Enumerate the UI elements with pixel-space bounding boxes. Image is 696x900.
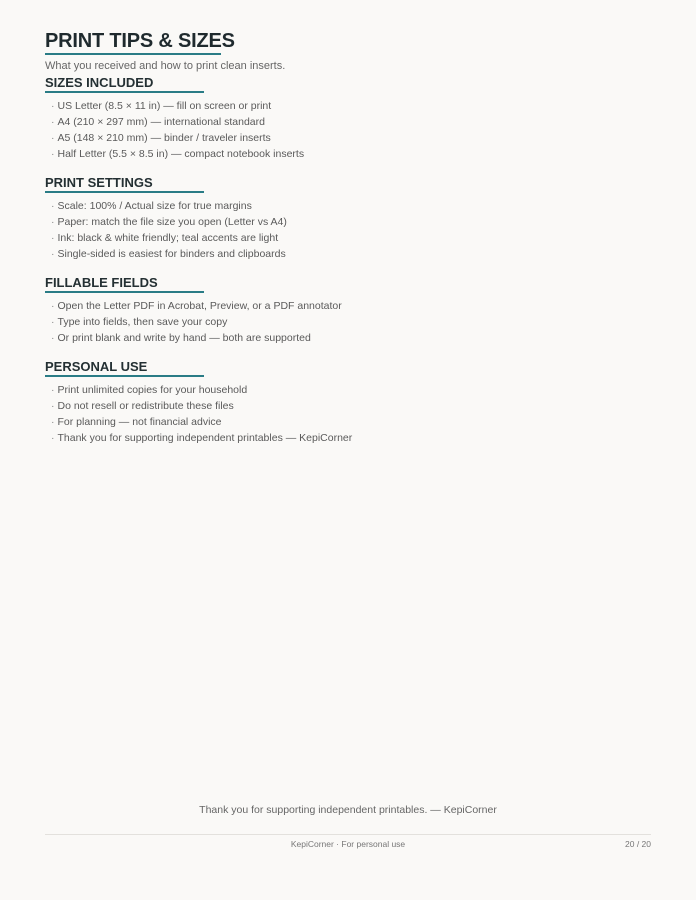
list-item-text: Ink: black & white friendly; teal accents are light xyxy=(57,232,279,244)
section-fillable-fields xyxy=(45,275,651,346)
section-sizes-included xyxy=(45,75,651,162)
list-item xyxy=(51,214,651,230)
footer-text: KepiCorner · For personal use xyxy=(290,839,406,849)
section-list xyxy=(45,298,651,346)
list-item xyxy=(51,130,651,146)
bullet-icon: · xyxy=(51,300,55,312)
title-underline xyxy=(45,53,221,55)
list-item xyxy=(51,330,651,346)
bullet-icon: · xyxy=(51,384,55,396)
bullet-icon: · xyxy=(51,148,55,160)
section-heading: PRINT SETTINGS xyxy=(45,175,153,190)
page-number: 20 / 20 xyxy=(625,839,651,849)
list-item-text: Scale: 100% / Actual size for true margins xyxy=(57,200,252,212)
bullet-icon: · xyxy=(51,316,55,328)
list-item-text: Or print blank and write by hand — both are supported xyxy=(57,332,311,344)
list-item-text: Type into fields, then save your copy xyxy=(57,316,228,328)
list-item xyxy=(51,414,651,430)
list-item xyxy=(51,230,651,246)
footer-divider xyxy=(45,834,651,835)
section-heading: SIZES INCLUDED xyxy=(45,75,154,90)
bullet-icon: · xyxy=(51,416,55,428)
list-item xyxy=(51,246,651,262)
list-item xyxy=(51,198,651,214)
section-heading: FILLABLE FIELDS xyxy=(45,275,158,290)
list-item-text: Thank you for supporting independent printables — KepiCorner xyxy=(57,432,353,444)
bullet-icon: · xyxy=(51,116,55,128)
list-item-text: Paper: match the file size you open (Letter vs A4) xyxy=(57,216,287,228)
list-item-text: Single-sided is easiest for binders and clipboards xyxy=(57,248,286,260)
thank-you-note: Thank you for supporting independent printables. — KepiCorner xyxy=(199,804,497,816)
bullet-icon: · xyxy=(51,432,55,444)
bullet-icon: · xyxy=(51,400,55,412)
section-print-settings xyxy=(45,175,651,262)
section-heading: PERSONAL USE xyxy=(45,359,148,374)
sections-container xyxy=(45,75,651,446)
list-item-text: Do not resell or redistribute these files xyxy=(57,400,234,412)
list-item xyxy=(51,398,651,414)
bullet-icon: · xyxy=(51,200,55,212)
section-list xyxy=(45,382,651,446)
list-item-text: US Letter (8.5 × 11 in) — fill on screen or print xyxy=(57,100,272,112)
section-underline xyxy=(45,291,204,293)
list-item-text: For planning — not financial advice xyxy=(57,416,222,428)
list-item-text: A5 (148 × 210 mm) — binder / traveler inserts xyxy=(57,132,271,144)
page-title: PRINT TIPS & SIZES xyxy=(45,30,235,52)
list-item xyxy=(51,298,651,314)
list-item xyxy=(51,114,651,130)
bullet-icon: · xyxy=(51,216,55,228)
bullet-icon: · xyxy=(51,248,55,260)
bullet-icon: · xyxy=(51,232,55,244)
page-content xyxy=(45,30,651,446)
section-list xyxy=(45,198,651,262)
page-subtitle: What you received and how to print clean inserts. xyxy=(45,60,286,72)
list-item-text: Half Letter (5.5 × 8.5 in) — compact notebook inserts xyxy=(57,148,305,160)
bullet-icon: · xyxy=(51,332,55,344)
section-list xyxy=(45,98,651,162)
list-item-text: Open the Letter PDF in Acrobat, Preview, or a PDF annotator xyxy=(57,300,342,312)
list-item xyxy=(51,430,651,446)
bullet-icon: · xyxy=(51,100,55,112)
section-underline xyxy=(45,191,204,193)
section-underline xyxy=(45,91,204,93)
list-item-text: A4 (210 × 297 mm) — international standard xyxy=(57,116,265,128)
list-item xyxy=(51,146,651,162)
list-item-text: Print unlimited copies for your household xyxy=(57,384,248,396)
bullet-icon: · xyxy=(51,132,55,144)
list-item xyxy=(51,314,651,330)
section-personal-use xyxy=(45,359,651,446)
list-item xyxy=(51,98,651,114)
list-item xyxy=(51,382,651,398)
section-underline xyxy=(45,375,204,377)
